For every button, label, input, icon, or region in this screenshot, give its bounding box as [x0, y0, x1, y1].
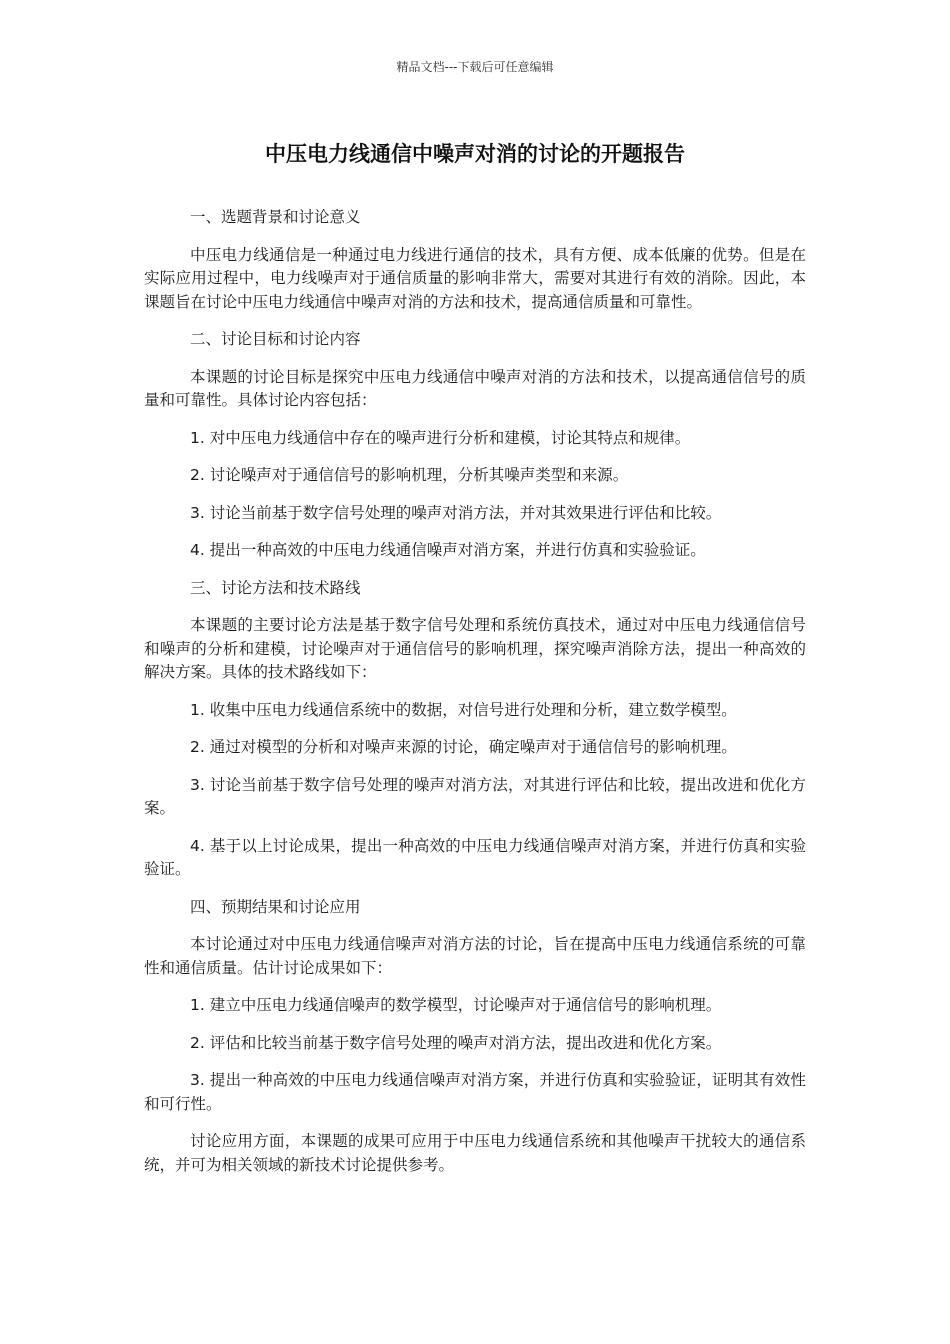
list-item: 1. 收集中压电力线通信系统中的数据，对信号进行处理和分析，建立数学模型。: [190, 700, 737, 719]
paragraph: 本课题的讨论目标是探究中压电力线通信中噪声对消的方法和技术，以提高通信信号的质量和可靠性。具体讨论内容包括：: [144, 367, 806, 409]
paragraph: 中压电力线通信是一种通过电力线进行通信的技术，具有方便、成本低廉的优势。但是在实际应用过程中，电力线噪声对于通信质量的影响非常大，需要对其进行有效的消除。因此，本课题旨在讨论中压电力线通信中噪声对消的方法和技术，提高通信质量和可靠性。: [144, 245, 806, 311]
paragraph: 本课题的主要讨论方法是基于数字信号处理和系统仿真技术，通过对中压电力线通信信号和噪声的分析和建模，讨论噪声对于通信信号的影响机理，探究噪声消除方法，提出一种高效的解决方案。具体的技术路线如下：: [144, 616, 806, 681]
section-heading-3: 三、讨论方法和技术路线: [190, 578, 361, 597]
list-item: 1. 建立中压电力线通信噪声的数学模型，讨论噪声对于通信信号的影响机理。: [190, 996, 722, 1014]
document-body: [144, 206, 806, 1191]
list-item: 3. 讨论当前基于数字信号处理的噪声对消方法，并对其效果进行评估和比较。: [190, 503, 722, 522]
list-item: 2. 通过对模型的分析和对噪声来源的讨论，确定噪声对于通信信号的影响机理。: [190, 738, 737, 756]
paragraph: 讨论应用方面，本课题的成果可应用于中压电力线通信系统和其他噪声干扰较大的通信系统，并可为相关领域的新技术讨论提供参考。: [144, 1132, 806, 1174]
paragraph: 本讨论通过对中压电力线通信噪声对消方法的讨论，旨在提高中压电力线通信系统的可靠性和通信质量。估计讨论成果如下：: [144, 935, 806, 977]
list-item: 2. 评估和比较当前基于数字信号处理的噪声对消方法，提出改进和优化方案。: [190, 1033, 722, 1052]
list-item: 4. 基于以上讨论成果，提出一种高效的中压电力线通信噪声对消方案，并进行仿真和实验验证。: [144, 836, 806, 878]
list-item: 1. 对中压电力线通信中存在的噪声进行分析和建模，讨论其特点和规律。: [190, 428, 691, 447]
list-item: 3. 讨论当前基于数字信号处理的噪声对消方法，对其进行评估和比较，提出改进和优化方案。: [144, 775, 806, 817]
section-heading-4: 四、预期结果和讨论应用: [190, 897, 361, 916]
page-header: 精品文档---下载后可任意编辑: [396, 60, 554, 74]
document-title: 中压电力线通信中噪声对消的讨论的开题报告: [265, 142, 685, 166]
section-heading-2: 二、讨论目标和讨论内容: [190, 330, 361, 348]
list-item: 4. 提出一种高效的中压电力线通信噪声对消方案，并进行仿真和实验验证。: [190, 541, 706, 559]
list-item: 2. 讨论噪声对于通信信号的影响机理，分析其噪声类型和来源。: [190, 466, 629, 484]
list-item: 3. 提出一种高效的中压电力线通信噪声对消方案，并进行仿真和实验验证，证明其有效性和可行性。: [144, 1071, 806, 1113]
section-heading-1: 一、选题背景和讨论意义: [190, 208, 361, 226]
